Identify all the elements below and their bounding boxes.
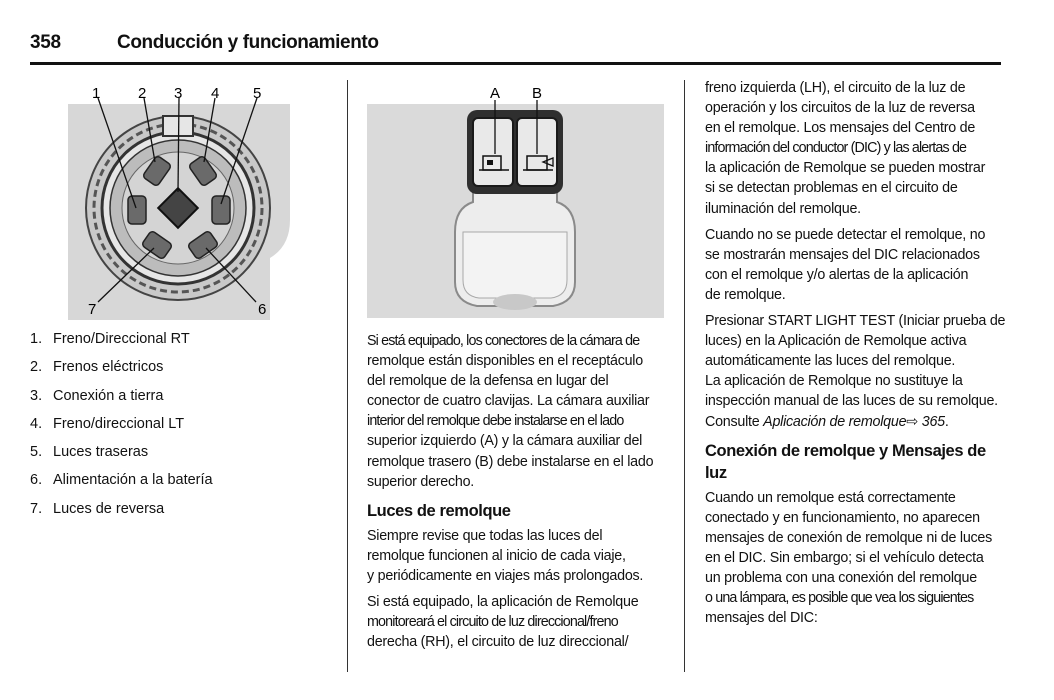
text-line: la aplicación de Remolque se pueden mostrar [705, 160, 986, 177]
text-line: iluminación del remolque. [705, 200, 861, 217]
text-line: luces) en la Aplicación de Remolque activa [705, 333, 967, 350]
column-middle-text [367, 331, 672, 658]
ref-prefix: Consulte [705, 413, 764, 430]
text-line: en el remolque. Los mensajes del Centro de [705, 120, 976, 137]
ref-page-number[interactable]: 365 [918, 413, 945, 430]
text-line: se mostrarán mensajes del DIC relacionados [705, 246, 980, 263]
text-line: monitoreará el circuito de luz direccional/freno [367, 614, 618, 631]
text-line: Siempre revise que todas las luces del [367, 527, 603, 544]
camera-connectors-paragraph [367, 331, 672, 492]
connector-illustration [60, 80, 300, 320]
legend-number: 5. [30, 444, 43, 461]
pin-label-6: 6 [258, 301, 267, 318]
pin-label-5: 5 [253, 85, 262, 102]
legend-text: Luces traseras [53, 444, 149, 461]
text-line: conector de cuatro clavijas. La cámara auxiliar [367, 393, 650, 410]
camera-receptacle-illustration [367, 82, 664, 320]
legend-number: 3. [30, 387, 43, 404]
text-line: de remolque. [705, 286, 786, 303]
text-line: automáticamente las luces del remolque. [705, 353, 956, 370]
text-line: Cuando no se puede detectar el remolque, no [705, 226, 986, 243]
pin-label-2: 2 [138, 85, 147, 102]
legend-text: Luces de reversa [53, 500, 165, 517]
legend-text: Alimentación a la batería [53, 472, 213, 489]
legend-item [30, 413, 330, 441]
text-line: Presionar START LIGHT TEST (Iniciar prueba de [705, 313, 1006, 330]
text-line: freno izquierda (LH), el circuito de la luz de [705, 80, 966, 96]
legend-item [30, 328, 330, 356]
text-line: superior derecho. [367, 473, 475, 490]
text-line: La aplicación de Remolque no sustituye la [705, 373, 963, 390]
text-line: conectado y en funcionamiento, no aparecen [705, 509, 980, 526]
pin-legend-list [30, 328, 330, 526]
ref-arrow-icon: ⇨ [906, 413, 919, 430]
pin-label-4: 4 [211, 85, 220, 102]
legend-number: 2. [30, 359, 43, 376]
legend-text: Frenos eléctricos [53, 359, 164, 376]
text-line: Cuando un remolque está correctamente [705, 489, 956, 506]
camera-label-a: A [490, 85, 501, 102]
text-line: remolque funcionen al inicio de cada viaje, [367, 547, 626, 564]
legend-number: 6. [30, 472, 43, 489]
text-line: interior del remolque debe instalarse en el lado [367, 413, 624, 430]
heading-trailer-lights: Luces de remolque [367, 501, 511, 520]
text-line: y periódicamente en viajes más prolongados. [367, 567, 644, 584]
legend-number: 4. [30, 415, 43, 432]
column-divider-right [684, 80, 685, 672]
text-line: del remolque de la defensa en lugar del [367, 373, 609, 390]
heading-trailer-connection: Conexión de remolque y Mensajes de luz [705, 441, 986, 482]
column-right-text [705, 78, 1005, 634]
text-line: remolque trasero (B) debe instalarse en el lado [367, 453, 654, 470]
text-line: operación y los circuitos de la luz de reversa [705, 100, 975, 117]
pin-label-7: 7 [88, 301, 97, 318]
legend-number: 7. [30, 500, 43, 517]
text-line: si se detectan problemas en el circuito de [705, 180, 958, 197]
cross-reference [705, 412, 1005, 432]
text-line: información del conductor (DIC) y las alertas de [705, 140, 967, 157]
text-line: con el remolque y/o alertas de la aplicación [705, 266, 969, 283]
ref-link-title[interactable]: Aplicación de remolque [763, 413, 907, 430]
legend-text: Conexión a tierra [53, 387, 164, 404]
page-header [30, 32, 1001, 64]
light-test-paragraph [705, 311, 1005, 432]
legend-item [30, 498, 330, 526]
page-number: 358 [30, 32, 61, 53]
pin-label-3: 3 [174, 85, 183, 102]
text-line: o una lámpara, es posible que vea los siguientes [705, 590, 974, 607]
text-line: superior izquierdo (A) y la cámara auxiliar del [367, 433, 643, 450]
legend-item [30, 385, 330, 413]
section-title: Conducción y funcionamiento [117, 32, 379, 53]
camera-label-b: B [532, 85, 543, 102]
monitoring-paragraph [367, 592, 672, 652]
text-line: un problema con una conexión del remolque [705, 569, 977, 586]
header-rule [30, 62, 1001, 65]
legend-text: Freno/direccional LT [53, 415, 185, 432]
connection-messages-paragraph [705, 488, 1005, 629]
camera-connector-figure [367, 82, 664, 320]
ref-suffix: . [944, 413, 949, 430]
no-trailer-paragraph [705, 225, 1005, 305]
circuits-paragraph [705, 78, 1005, 219]
text-line: remolque están disponibles en el receptáculo [367, 353, 643, 370]
pin-label-1: 1 [92, 85, 101, 102]
text-line: derecha (RH), el circuito de luz direccional/ [367, 634, 629, 651]
legend-text: Freno/Direccional RT [53, 331, 190, 347]
text-line: Si está equipado, los conectores de la cámara de [367, 333, 640, 349]
legend-item [30, 441, 330, 469]
legend-item [30, 469, 330, 497]
text-line: Si está equipado, la aplicación de Remolque [367, 594, 639, 611]
text-line: inspección manual de las luces de su remolque. [705, 393, 998, 410]
text-line: mensajes de conexión de remolque ni de luces [705, 529, 993, 546]
column-divider-left [347, 80, 348, 672]
connector-pinout-figure [60, 80, 300, 320]
text-line: mensajes del DIC: [705, 610, 818, 627]
legend-number: 1. [30, 331, 43, 347]
check-lights-paragraph [367, 526, 672, 586]
legend-item [30, 356, 330, 384]
text-line: en el DIC. Sin embargo; si el vehículo detecta [705, 549, 984, 566]
